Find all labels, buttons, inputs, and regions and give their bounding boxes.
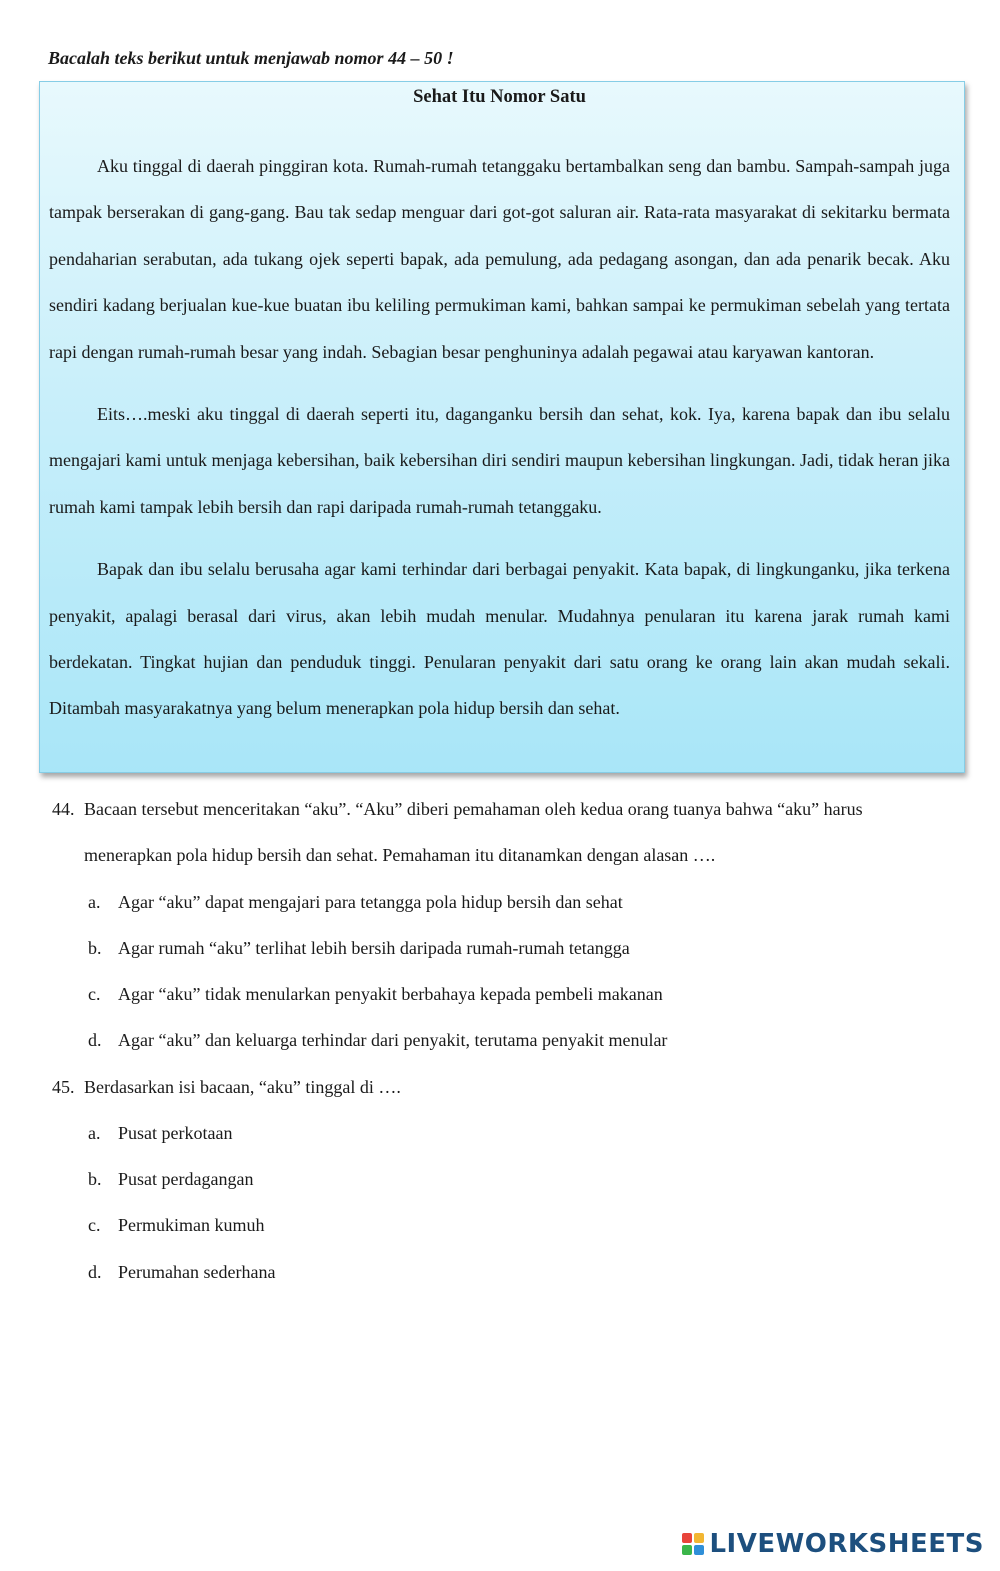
liveworksheets-logo-icon — [681, 1532, 705, 1556]
option-text: Pusat perdagangan — [118, 1169, 254, 1190]
option-text: Pusat perkotaan — [118, 1123, 233, 1144]
question-list — [52, 786, 932, 1295]
question-number: 45. — [52, 1076, 75, 1097]
option-letter: c. — [88, 984, 101, 1005]
answer-options — [52, 1110, 932, 1295]
option-letter: a. — [88, 891, 101, 912]
option-text: Agar rumah “aku” terlihat lebih bersih daripada rumah-rumah tetangga — [118, 938, 630, 959]
option-letter: b. — [88, 938, 102, 959]
reading-passage-box — [39, 81, 965, 773]
instruction-text: Bacalah teks berikut untuk menjawab nomor 44 – 50 ! — [48, 48, 454, 68]
option-text: Agar “aku” dapat mengajari para tetangga pola hidup bersih dan sehat — [118, 891, 623, 912]
question-number: 44. — [52, 799, 75, 819]
answer-option-b[interactable] — [52, 925, 932, 971]
passage-paragraph-2: Eits….meski aku tinggal di daerah seperti itu, daganganku bersih dan sehat, kok. Iya, karena bapak dan ibu selalu mengajari kami untuk menjaga kebersihan, baik kebersihan diri sendiri maupun kebersihan lingkungan. Jadi, tidak heran jika rumah kami tampak lebih bersih dan rapi daripada rumah-rumah tetanggaku. — [49, 404, 950, 517]
question-45 — [52, 1064, 932, 1295]
liveworksheets-logo — [681, 1528, 984, 1560]
question-text: Berdasarkan isi bacaan, “aku” tinggal di …. — [84, 1076, 401, 1097]
option-letter: c. — [88, 1215, 101, 1236]
option-text: Agar “aku” dan keluarga terhindar dari penyakit, terutama penyakit menular — [118, 1030, 668, 1051]
answer-option-b[interactable] — [52, 1156, 932, 1202]
answer-option-c[interactable] — [52, 1202, 932, 1248]
answer-options — [52, 879, 932, 1064]
option-letter: b. — [88, 1169, 102, 1190]
answer-option-d[interactable] — [52, 1249, 932, 1295]
answer-option-c[interactable] — [52, 971, 932, 1017]
option-text: Agar “aku” tidak menularkan penyakit berbahaya kepada pembeli makanan — [118, 984, 663, 1005]
passage-paragraph-3: Bapak dan ibu selalu berusaha agar kami terhindar dari berbagai penyakit. Kata bapak, di lingkunganku, jika terkena penyakit, apalagi berasal dari virus, akan lebih mudah menular. Mudahnya penularan itu karena jarak rumah kami berdekatan. Tingkat hujian dan penduduk tinggi. Penularan penyakit dari satu orang ke orang lain akan mudah sekali. Ditambah masyarakatnya yang belum menerapkan pola hidup bersih dan sehat. — [49, 559, 950, 719]
option-letter: d. — [88, 1261, 102, 1282]
question-text: Bacaan tersebut menceritakan “aku”. “Aku” diberi pemahaman oleh kedua orang tuanya bahwa “aku” harus menerapkan pola hidup bersih dan sehat. Pemahaman itu ditanamkan dengan alasan …. — [84, 799, 863, 866]
option-text: Permukiman kumuh — [118, 1215, 265, 1236]
passage-paragraph-1: Aku tinggal di daerah pinggiran kota. Rumah-rumah tetanggaku bertambalkan seng dan bambu. Sampah-sampah juga tampak berserakan di gang-gang. Bau tak sedap menguar dari got-got saluran air. Rata-rata masyarakat di sekitarku bermata pendaharian serabutan, ada tukang ojek seperti bapak, ada pemulung, ada pedagang asongan, dan ada penarik becak. Aku sendiri kadang berjualan kue-kue buatan ibu keliling permukiman kami, bahkan sampai ke permukiman sebelah yang tertata rapi dengan rumah-rumah besar yang indah. Sebagian besar penghuninya adalah pegawai atau karyawan kantoran. — [49, 156, 950, 362]
passage-title: Sehat Itu Nomor Satu — [413, 87, 586, 107]
option-text: Perumahan sederhana — [118, 1261, 276, 1282]
liveworksheets-logo-text: LIVEWORKSHEETS — [709, 1529, 984, 1559]
answer-option-a[interactable] — [52, 1110, 932, 1156]
answer-option-a[interactable] — [52, 879, 932, 925]
question-44 — [52, 786, 932, 1064]
option-letter: d. — [88, 1030, 102, 1051]
option-letter: a. — [88, 1123, 101, 1144]
answer-option-d[interactable] — [52, 1017, 932, 1063]
